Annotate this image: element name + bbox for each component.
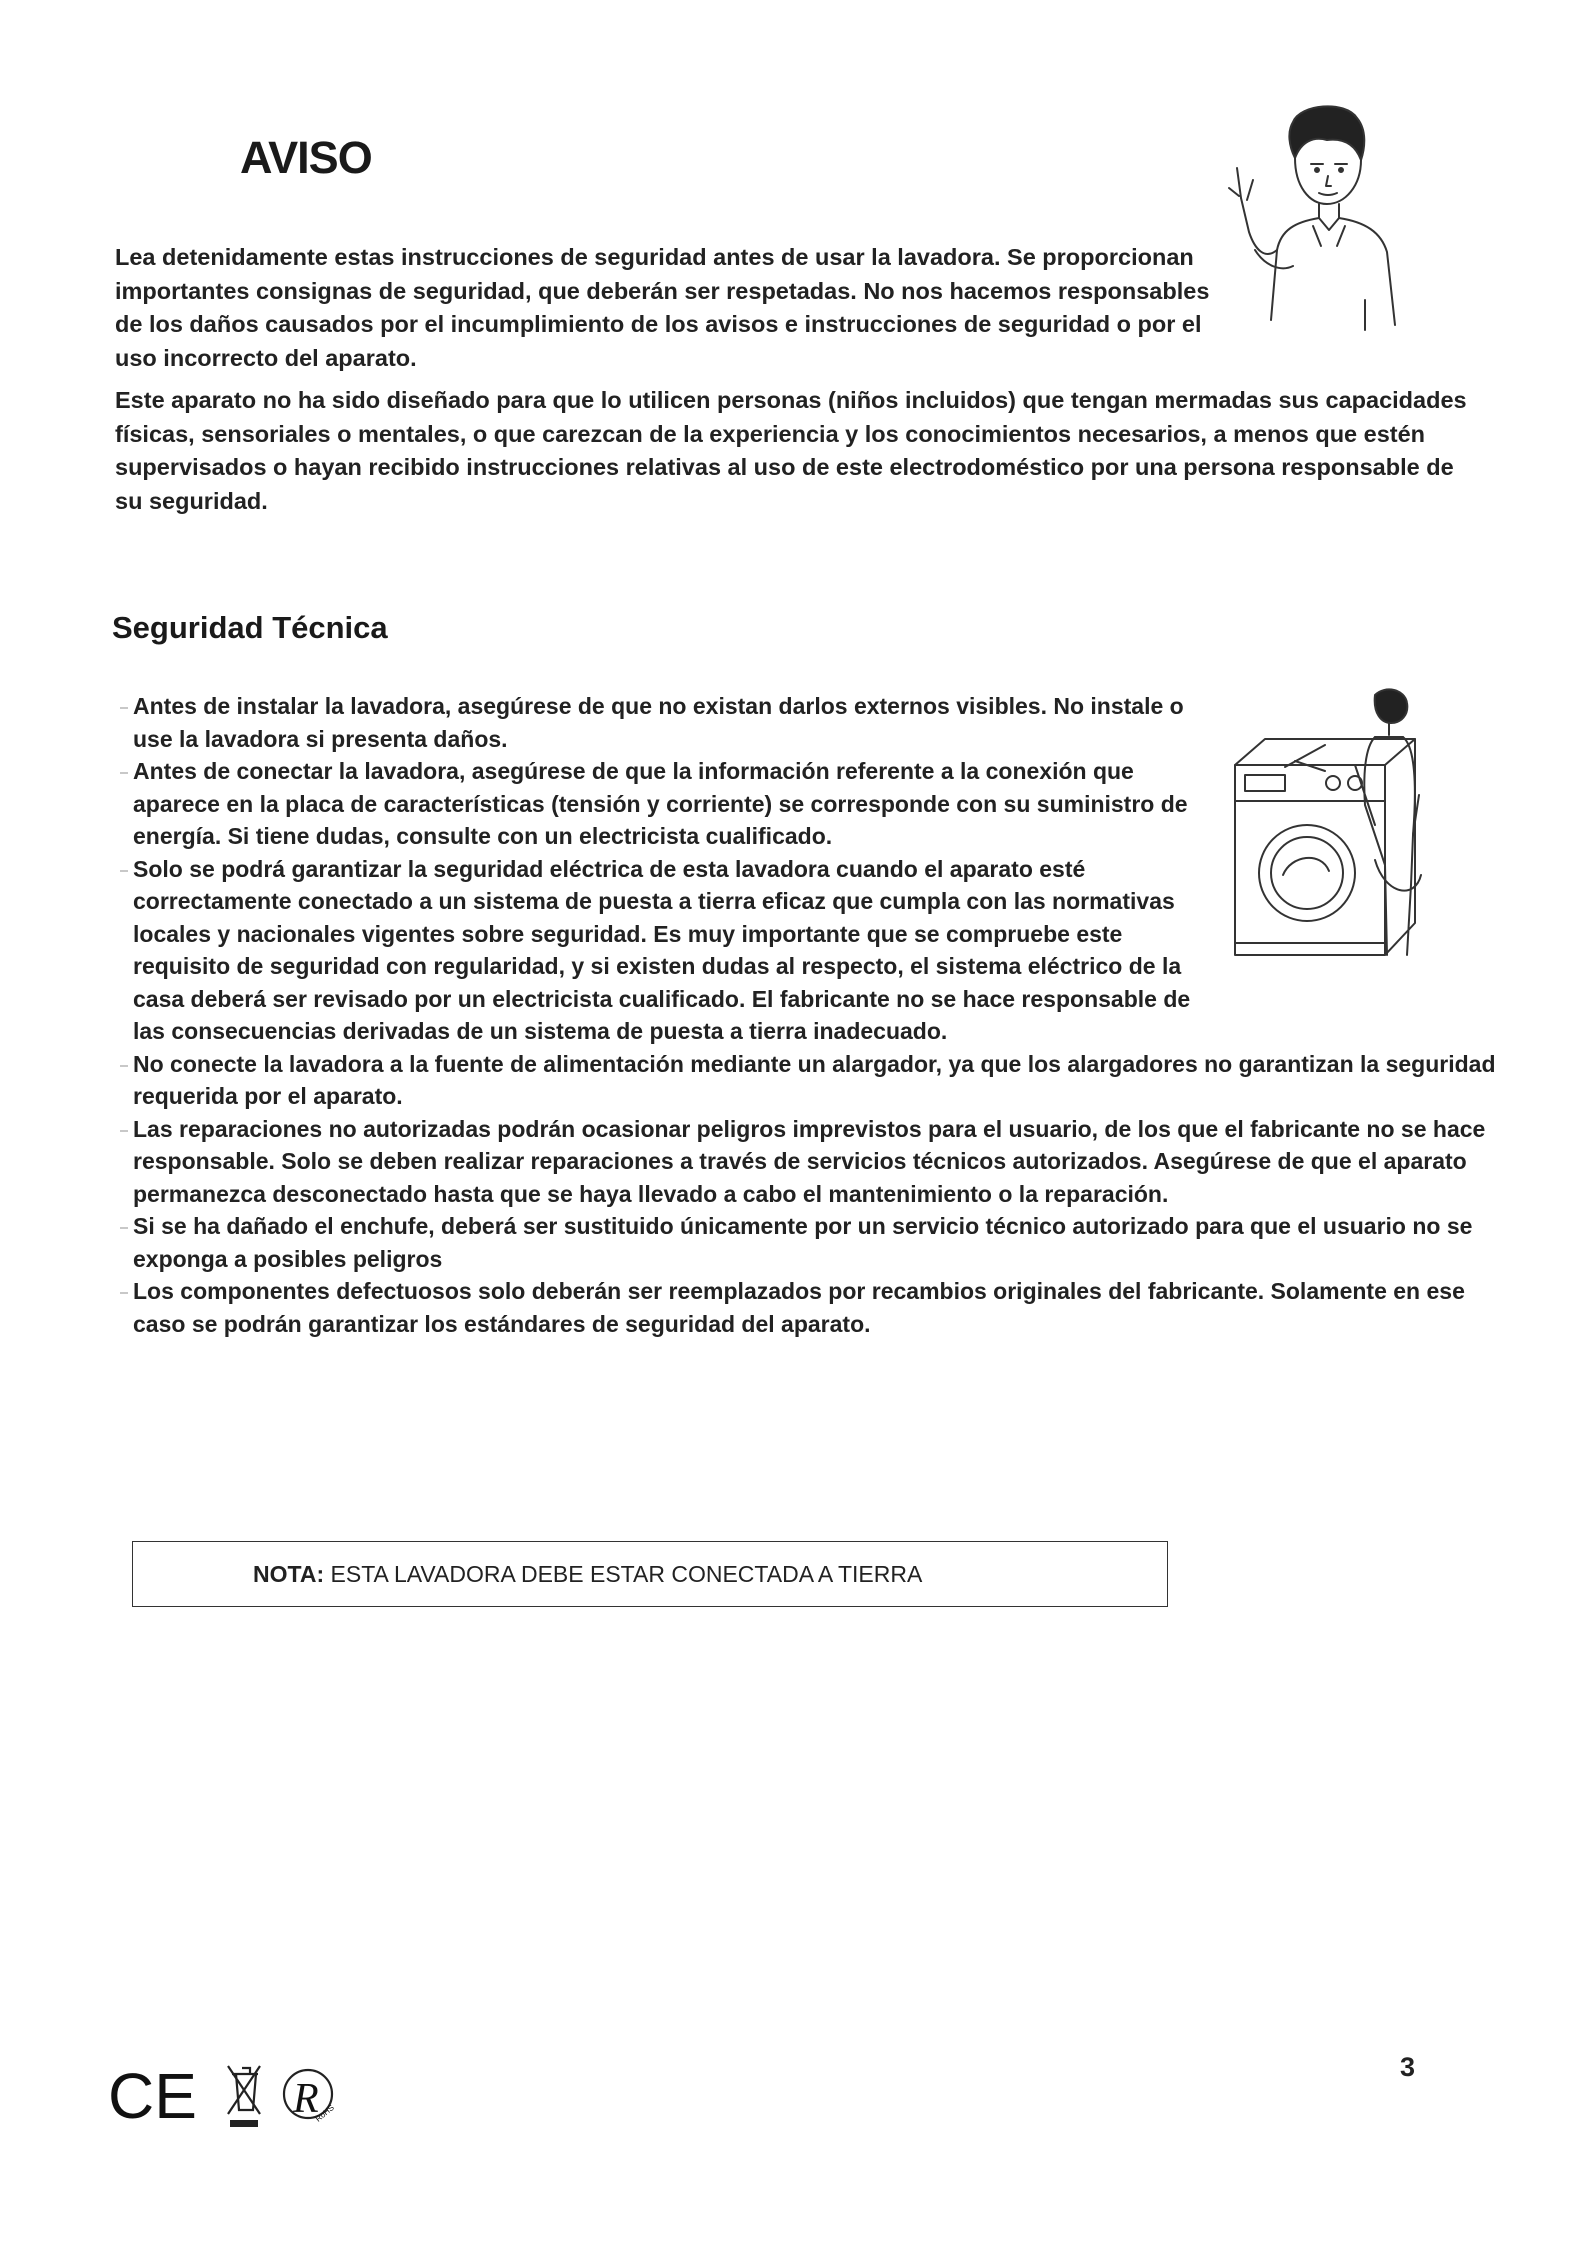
list-item: Si se ha dañado el enchufe, deberá ser sustituido únicamente por un servicio técnico autorizado para que el usuario no se exponga a posibles peligros [118, 1210, 1508, 1275]
ce-mark-icon [108, 2060, 197, 2132]
rohs-icon [284, 2070, 336, 2124]
list-item: Solo se podrá garantizar la seguridad eléctrica de esta lavadora cuando el aparato esté correctamente conectado a un sistema de puesta a tierra eficaz que cumpla con las normativas locales y nacionales vigentes sobre seguridad. Es muy importante que se compruebe este requisito de seguridad con regularidad, y si existen dudas al respecto, el sistema eléctrico de la casa deberá ser revisado por un electricista cualificado. El fabricante no se hace responsable de las consecuencias derivadas de un sistema de puesta a tierra inadecuado. [118, 853, 1193, 1048]
seguridad-list [118, 690, 1508, 1340]
list-item: Antes de instalar la lavadora, asegúrese de que no existan darlos externos visibles. No instale o use la lavadora si presenta daños. [118, 690, 1193, 755]
person-pointing-icon [1215, 100, 1435, 335]
list-item: Las reparaciones no autorizadas podrán ocasionar peligros imprevistos para el usuario, de los que el fabricante no se hace responsable. Solo se deben realizar reparaciones a través de servicios técnicos autorizados. Asegúrese de que el aparato permanezca desconectado hasta que se haya llevado a cabo el mantenimiento o la reparación. [118, 1113, 1508, 1211]
certification-logos [108, 2050, 358, 2140]
ce-mark-text: CE [108, 2060, 197, 2132]
list-item: Antes de conectar la lavadora, asegúrese de que la información referente a la conexión que aparece en la placa de características (tensión y corriente) se corresponde con su suministro de energía. Si tiene dudas, consulte con un electricista cualificado. [118, 755, 1193, 853]
aviso-paragraph-2: Este aparato no ha sido diseñado para que lo utilicen personas (niños incluidos) que tengan mermadas sus capacidades físicas, sensoriales o mentales, o que carezcan de la experiencia y los conocimientos necesarios, a menos que estén supervisados o hayan recibido instrucciones relativas al uso de este electrodoméstico por una persona responsable de su seguridad. [115, 387, 1467, 514]
nota-box [132, 1541, 1168, 1607]
page-number: 3 [1400, 2052, 1416, 2082]
list-item: Los componentes defectuosos solo deberán ser reemplazados por recambios originales del fabricante. Solamente en ese caso se podrán garantizar los estándares de seguridad del aparato. [118, 1275, 1508, 1340]
rohs-text: RoHS [313, 2103, 336, 2124]
seguridad-heading: Seguridad Técnica [112, 610, 388, 645]
aviso-heading: AVISO [240, 132, 372, 183]
nota-text: ESTA LAVADORA DEBE ESTAR CONECTADA A TIERRA [330, 1561, 923, 1587]
aviso-paragraph-1: Lea detenidamente estas instrucciones de seguridad antes de usar la lavadora. Se proporcionan importantes consignas de seguridad, que deberán ser respetadas. No nos hacemos responsables de los daños causados por el incumplimiento de los avisos e instrucciones de seguridad o por el uso incorrecto del aparato. [115, 244, 1210, 371]
nota-label: NOTA: [253, 1561, 325, 1587]
rohs-letter: R [293, 2076, 319, 2122]
list-item: No conecte la lavadora a la fuente de alimentación mediante un alargador, ya que los alargadores no garantizan la seguridad requerida por el aparato. [118, 1048, 1508, 1113]
crossed-bin-icon [228, 2066, 260, 2127]
